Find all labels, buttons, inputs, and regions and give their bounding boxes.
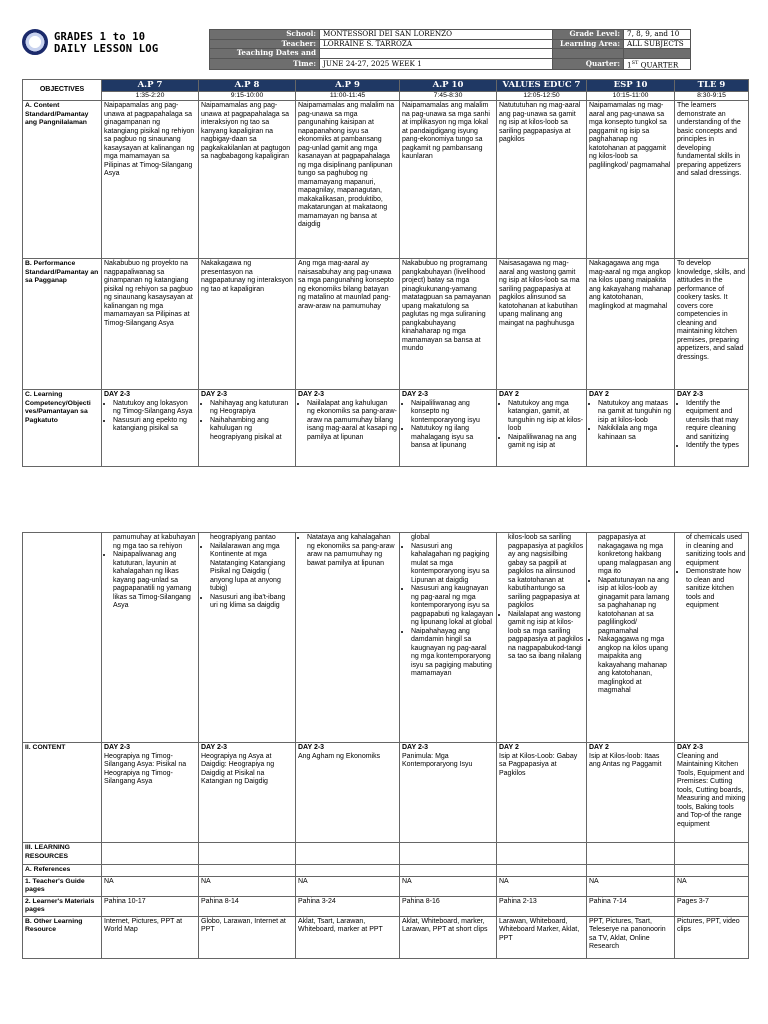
- time-slot: 12:05-12:50: [497, 92, 587, 101]
- blank-cell: [102, 865, 199, 877]
- cell-text: Heograpiya ng Asya at Daigdig: Heograpiya ng Daigdig at Pisikal na Katangian ng Daigdig: [201, 752, 275, 785]
- learners-materials-row: [23, 896, 749, 916]
- blank-cell: [497, 843, 587, 865]
- table-cell: Pahina 8-16: [400, 896, 497, 916]
- competency-list: [402, 400, 494, 451]
- time-slot: 10:15-11:00: [587, 92, 675, 101]
- table-cell: Nakakagawa ng presentasyon na nagpapatunay ng interaksyon ng tao at kapaligiran: [199, 259, 296, 390]
- competency-list: [402, 534, 494, 679]
- teacher-label: Teacher:: [210, 39, 320, 49]
- competency-item: • Nailalapat ang wastong gamit ng isip at kilos-loob sa mga sariling pagpapasiya at pagkilos na nagpapabukod-tangi sa tao sa ibang nilalang: [508, 611, 584, 662]
- cell-text: Panimula: Mga Kontemporaryong Isyu: [402, 752, 473, 768]
- table-cell: [400, 390, 497, 467]
- resources-row: [23, 843, 749, 865]
- blank-cell: [587, 865, 675, 877]
- competency-item: • Nasusuri ang epekto ng katangiang pisikal sa: [113, 417, 196, 434]
- time-slot: 9:15-10:00: [199, 92, 296, 101]
- table-cell: [400, 743, 497, 843]
- grade-label: Grade Level:: [553, 30, 624, 40]
- cell-text: Isip at Kilos-loob: Itaas ang Antas ng Paggamit: [589, 752, 662, 768]
- competency-list: [104, 400, 196, 434]
- blank-cell: [587, 843, 675, 865]
- blank-cell: [400, 865, 497, 877]
- table-cell: Natututuhan ng mag-aaral ang pag-unawa sa gamit ng isip at kilos-loob sa sariling pagpapasiya at pagkilos: [497, 101, 587, 259]
- day-label: DAY 2-3: [201, 744, 228, 751]
- content-standard-row: [23, 101, 749, 259]
- competency-item: • Nasusuri ang kahalagahan ng pagiging mulat sa mga kontemporaryong isyu sa Lipunan at daigdig: [411, 543, 494, 586]
- school-value: MONTESSORI DEI SAN LORENZO: [320, 30, 553, 40]
- other-resource-row: [23, 916, 749, 958]
- competency-item: • Naihahambing ang kahulugan ng heograpiyang pisikal at: [210, 417, 293, 443]
- blank-cell: [497, 865, 587, 877]
- competency-item: pamumuhay at kabuhayan ng mga tao sa rehiyon: [113, 534, 196, 550]
- subject-header: TLE 9: [675, 80, 749, 92]
- blank-cell: [23, 533, 102, 743]
- table-cell: NA: [102, 876, 199, 896]
- row-label: B. Other Learning Resource: [23, 916, 102, 958]
- blank-cell: [675, 865, 749, 877]
- day-label: DAY 2-3: [402, 744, 429, 751]
- area-label: Learning Area:: [553, 39, 624, 49]
- table-cell: [400, 533, 497, 743]
- competency-item: pagpapasiya at nakagagawa ng mga konkretong hakbang upang malagpasan ang mga ito: [598, 534, 672, 575]
- blank-cell: [296, 843, 400, 865]
- blank-cell: [199, 843, 296, 865]
- competency-item: of chemicals used in cleaning and sanitizing tools and equipment: [686, 534, 746, 567]
- competency-item: • Natutukoy ang mga katangian, gamit, at tunguhin ng isip at kilos-loob: [508, 400, 584, 434]
- competency-item: • Nasusuri ang kaugnayan ng pag-aaral ng mga kontemporaryong isyu sa pagpapabuti ng kalagayan ng lipunang lokal at global: [411, 585, 494, 628]
- table-cell: [199, 390, 296, 467]
- competency-item: • Identify the types: [686, 442, 746, 451]
- blank-cell: [102, 843, 199, 865]
- deped-seal-icon: [22, 29, 48, 55]
- dates-label-1: Teaching Dates and: [210, 49, 320, 59]
- day-label: DAY 2: [499, 391, 519, 398]
- competency-item: • Naipaliliwanag na ang gamit ng isip at: [508, 434, 584, 451]
- day-label: DAY 2-3: [402, 391, 429, 398]
- subject-header: A.P 9: [296, 80, 400, 92]
- time-slot: 7:45-8:30: [400, 92, 497, 101]
- competency-list: [298, 400, 397, 443]
- competency-item: • Nakikilala ang mga kahinaan sa: [598, 425, 672, 442]
- table-cell: Nakagagawa ang mga mag-aaral ng mga angkop na kilos upang maipakita ang kakayahang mahanap ang katotohanan, maglingkod at magmahal: [587, 259, 675, 390]
- table-cell: Internet, Pictures, PPT at World Map: [102, 916, 199, 958]
- dates-label-2: Time:: [210, 58, 320, 69]
- time-slot: 1:35-2:20: [102, 92, 199, 101]
- table-cell: NA: [400, 876, 497, 896]
- competency-list: [677, 534, 746, 611]
- day-label: DAY 2-3: [298, 391, 325, 398]
- day-label: DAY 2-3: [104, 391, 131, 398]
- table-cell: Naipamamalas ang malalim na pag-unawa sa mga pangunahing kaisipan at napapanahong isyu sa ekonomiks at pambansang pag-unlad gamit ang mga kasanayan at pagpapahalaga ng mga disiplinang panlipunan tungo sa paghubog ng mamamayang mapanuri, mapagnilay, mapanagutan, makakalikasan, produktibo, makatarungan at makataong mamamayan ng bansa at daigdig: [296, 101, 400, 259]
- table-cell: Naipapamalas ang pag-unawa at pagpapahalaga sa ginagampanan ng katangiang pisikal ng rehiyon sa pagbuo ng sinaunang kasaysayan at kalinangan ng mga mamamayan sa Pilipinas at Timog-Silangang Asya: [102, 101, 199, 259]
- content-row: [23, 743, 749, 843]
- competency-list: [499, 534, 584, 662]
- table-cell: [102, 533, 199, 743]
- table-cell: [587, 743, 675, 843]
- school-label: School:: [210, 30, 320, 40]
- quarter-label: Quarter:: [553, 58, 624, 69]
- blank-cell: [675, 843, 749, 865]
- day-label: DAY 2: [499, 744, 519, 751]
- table-cell: NA: [587, 876, 675, 896]
- table-cell: [199, 743, 296, 843]
- table-cell: The learners demonstrate an understanding of the basic concepts and principles in developing fundamental skills in preparing appetizers and salad dressings.: [675, 101, 749, 259]
- table-cell: NA: [296, 876, 400, 896]
- cell-text: Isip at Kilos-Loob: Gabay sa Pagpapasiya at Pagkilos: [499, 752, 578, 777]
- blank-cell: [320, 49, 553, 59]
- teacher-value: LORRAINE S. TARROZA: [320, 39, 553, 49]
- time-slot: 8:30-9:15: [675, 92, 749, 101]
- table-cell: NA: [199, 876, 296, 896]
- competency-item: • Identify the equipment and utensils that may require cleaning and sanitizing: [686, 400, 746, 443]
- competency-list: [499, 400, 584, 451]
- references-row: [23, 865, 749, 877]
- day-label: DAY 2-3: [104, 744, 131, 751]
- competency-item: • Naipaliliwanag ang konsepto ng kontemporaryong isyu: [411, 400, 494, 426]
- lesson-table-bottom: [22, 532, 749, 959]
- cell-text: Ang Agham ng Ekonomiks: [298, 752, 381, 760]
- table-cell: Naipamamalas ng mag-aaral ang pag-unawa sa mga konsepto tungkol sa paggamit ng isip sa paghahanap ng katotohanan at paggamit ng kilos-loob sa paglilingkod/ pagmamahal: [587, 101, 675, 259]
- competency-item: • Naiilalapat ang kahulugan ng ekonomiks sa pang-araw-araw na pamumuhay bilang isang mag-aaral at kasapi ng pamilya at lipunan: [307, 400, 397, 443]
- table-cell: Pictures, PPT, video clips: [675, 916, 749, 958]
- row-label: A. References: [23, 865, 102, 877]
- row-label: B. Performance Standard/Pamantay an sa Pagganap: [23, 259, 102, 390]
- day-label: DAY 2-3: [677, 744, 704, 751]
- table-cell: [296, 743, 400, 843]
- row-label: 1. Teacher's Guide pages: [23, 876, 102, 896]
- competency-item: • Naipapaliwanag ang katuturan, layunin at kahalagahan ng likas kayang pag-unlad sa pagpapanatili ng yamang likas sa Timog-Silangang Asya: [113, 551, 196, 611]
- competency-list: [589, 400, 672, 443]
- competency-item: • Nahihayag ang katuturan ng Heograpiya: [210, 400, 293, 417]
- row-label: C. Learning Competency/Objecti ves/Pamantayan sa Pagkatuto: [23, 390, 102, 467]
- table-cell: [587, 390, 675, 467]
- competency-item: • Nasusuri ang iba't-ibang uri ng klima sa daigdig: [210, 594, 293, 611]
- table-cell: [102, 390, 199, 467]
- cell-text: Cleaning and Maintaining Kitchen Tools, Equipment and Premises: Cutting tools, Cutting boards, Measuring and mixing tools, Baking tools and Top-of the range equipment: [677, 752, 746, 828]
- competency-list: [201, 400, 293, 443]
- table-cell: Aklat, Whiteboard, marker, Larawan, PPT at short clips: [400, 916, 497, 958]
- page-one: [0, 0, 768, 500]
- table-cell: [675, 533, 749, 743]
- grade-value: 7, 8, 9, and 10: [624, 30, 691, 40]
- table-cell: To develop knowledge, skills, and attitudes in the performance of cookery tasks. It covers core competencies in cleaning and maintaining kitchen premises, preparing appetizers, and salad dressings.: [675, 259, 749, 390]
- quarter-value: 1ST QUARTER: [624, 58, 691, 69]
- performance-standard-row: [23, 259, 749, 390]
- title-line-2: DAILY LESSON LOG: [54, 43, 159, 55]
- page-two: [0, 500, 768, 1024]
- competency-item: • Natutukoy ang mataas na gamit at tunguhin ng isip at kilos-loob: [598, 400, 672, 426]
- table-cell: Pahina 8-14: [199, 896, 296, 916]
- competency-item: • Nakagagawa ng mga angkop na kilos upang maipakita ang kakayahang mahanap ang katotohanan, maglingkod at magmahal: [598, 636, 672, 696]
- table-cell: Pahina 7-14: [587, 896, 675, 916]
- table-cell: Nakabubuo ng programang pangkabuhayan (livelihood project) batay sa mga pinagkukunang-yamang matatagpuan sa pamayanan upang makatulong sa paglutas ng mga suliraning pangkabuhayang kinahaharap ng mga mamamayan sa bansa at mundo: [400, 259, 497, 390]
- blank-cell: [199, 865, 296, 877]
- header: [22, 29, 748, 70]
- row-label: 2. Learner's Materials pages: [23, 896, 102, 916]
- area-value: ALL SUBJECTS: [624, 39, 691, 49]
- day-label: DAY 2: [589, 391, 609, 398]
- competency-list: [589, 534, 672, 696]
- table-cell: Globo, Larawan, Internet at PPT: [199, 916, 296, 958]
- table-cell: Pahina 3-24: [296, 896, 400, 916]
- competency-list: [201, 534, 293, 611]
- title-line-1: GRADES 1 to 10: [54, 31, 146, 43]
- competency-item: • Nailalarawan ang mga Kontinente at mga Natatanging Katangiang Pisikal ng Daigdig ( anyong lupa at anyong tubig): [210, 543, 293, 594]
- competency-item: • Natutukoy ang lokasyon ng Timog-Silangang Asya: [113, 400, 196, 417]
- day-label: DAY 2: [589, 744, 609, 751]
- table-cell: [296, 533, 400, 743]
- competency-item: • Demonstrate how to clean and sanitize kitchen tools and equipment: [686, 568, 746, 611]
- competency-item: kilos-loob sa sariling pagpapasiya at pagkilos ay ang nagsisilbing gabay sa pagpili at pagkilos na alinsunod sa katotohanan at kabutihantungo sa sariling pagpapasiya at pagkilos: [508, 534, 584, 609]
- blank-cell: [296, 865, 400, 877]
- row-label: III. LEARNING RESOURCES: [23, 843, 102, 865]
- table-cell: [497, 390, 587, 467]
- table-cell: Ang mga mag-aaral ay naisasabuhay ang pag-unawa sa mga pangunahing konsepto ng ekonomiks bilang batayan ng matalino at maunlad pang-araw-araw na pamumuhay: [296, 259, 400, 390]
- subject-header: ESP 10: [587, 80, 675, 92]
- competency-row-top: [23, 390, 749, 467]
- table-cell: Aklat, Tsart, Larawan, Whiteboard, marker at PPT: [296, 916, 400, 958]
- blank-cell: [553, 49, 624, 59]
- time-slot: 11:00-11:45: [296, 92, 400, 101]
- row-label: A. Content Standard/Pamantay ang Pangnilalaman: [23, 101, 102, 259]
- table-cell: NA: [497, 876, 587, 896]
- subject-header: A.P 8: [199, 80, 296, 92]
- table-cell: [497, 743, 587, 843]
- table-cell: Naisasagawa ng mag-aaral ang wastong gamit ng isip at kilos-loob sa ma sariling pagpapasiya at pagkilos alinsunod sa katotohanan at kabutihan upang malinang ang maingat na paghuhusga: [497, 259, 587, 390]
- table-cell: [102, 743, 199, 843]
- day-label: DAY 2-3: [201, 391, 228, 398]
- table-cell: Pages 3-7: [675, 896, 749, 916]
- competency-item: • Natataya ang kahalagahan ng ekonomiks sa pang-araw araw na pamumuhay ng bawat pamilya at lipunan: [307, 534, 397, 568]
- table-cell: Naipamamalas ang malalim na pag-unawa sa mga sanhi at implikasyon ng mga lokal at pandaigdigang isyung pang-ekonomiya tungo sa pagkamit ng pambansang kaunlaran: [400, 101, 497, 259]
- table-cell: PPT, Pictures, Tsart, Teleserye na panonoorin sa TV, Aklat, Online Research: [587, 916, 675, 958]
- table-cell: Larawan, Whiteboard, Whiteboard Marker, Aklat, PPT: [497, 916, 587, 958]
- table-cell: [497, 533, 587, 743]
- row-label: II. CONTENT: [23, 743, 102, 843]
- header-info-table: [209, 29, 691, 70]
- lesson-table-top: [22, 79, 749, 467]
- day-label: DAY 2-3: [677, 391, 704, 398]
- table-cell: [296, 390, 400, 467]
- table-cell: Pahina 10-17: [102, 896, 199, 916]
- competency-list: [298, 534, 397, 568]
- subject-header: A.P 7: [102, 80, 199, 92]
- subject-header: VALUES EDUC 7: [497, 80, 587, 92]
- blank-cell: [624, 49, 691, 59]
- competency-item: • Naipahahayag ang damdamin hingil sa kaugnayan ng pag-aaral ng mga kontemporaryong isyu sa pagiging mabuting mamamayan: [411, 628, 494, 679]
- table-cell: [587, 533, 675, 743]
- competency-list: [677, 400, 746, 451]
- objectives-header: OBJECTIVES: [23, 80, 102, 101]
- competency-row-bottom: [23, 533, 749, 743]
- day-label: DAY 2-3: [298, 744, 325, 751]
- competency-item: global: [411, 534, 430, 541]
- teachers-guide-row: [23, 876, 749, 896]
- table-cell: Naipamamalas ang pag-unawa at pagpapahalaga sa interaksiyon ng tao sa kanyang kapaligiran na nagbigay-daan sa pagkakakilanlan at pagtugon sa nagbabagong kapaligiran: [199, 101, 296, 259]
- blank-cell: [400, 843, 497, 865]
- table-cell: [199, 533, 296, 743]
- table-cell: Nakabubuo ng proyekto na nagpapaliwanag sa ginampanan ng katangiang pisikal ng rehiyon sa pagbuo ng sinaunang kasaysayan at kalinangan ng mga mamamayan sa Pilipinas at Timog-Silangang Asya: [102, 259, 199, 390]
- table-cell: [675, 390, 749, 467]
- subject-header: A.P 10: [400, 80, 497, 92]
- dates-value: JUNE 24-27, 2025 WEEK 1: [320, 58, 553, 69]
- competency-item: • Napatutunayan na ang isip at kilos-loob ay ginagamit para lamang sa paghahanap ng katotohanan at sa paglilingkod/ pagmamahal: [598, 577, 672, 637]
- table-cell: NA: [675, 876, 749, 896]
- table-cell: Pahina 2-13: [497, 896, 587, 916]
- table-cell: [675, 743, 749, 843]
- competency-list: [104, 534, 196, 611]
- competency-item: heograpiyang pantao: [210, 534, 276, 541]
- document-title: [54, 31, 158, 55]
- competency-item: • Natutukoy ng ilang mahalagang isyu sa bansa at lipunang: [411, 425, 494, 451]
- cell-text: Heograpiya ng Timog-Silangang Asya: Pisikal na Heograpiya ng Timog-Silangang Asya: [104, 752, 187, 785]
